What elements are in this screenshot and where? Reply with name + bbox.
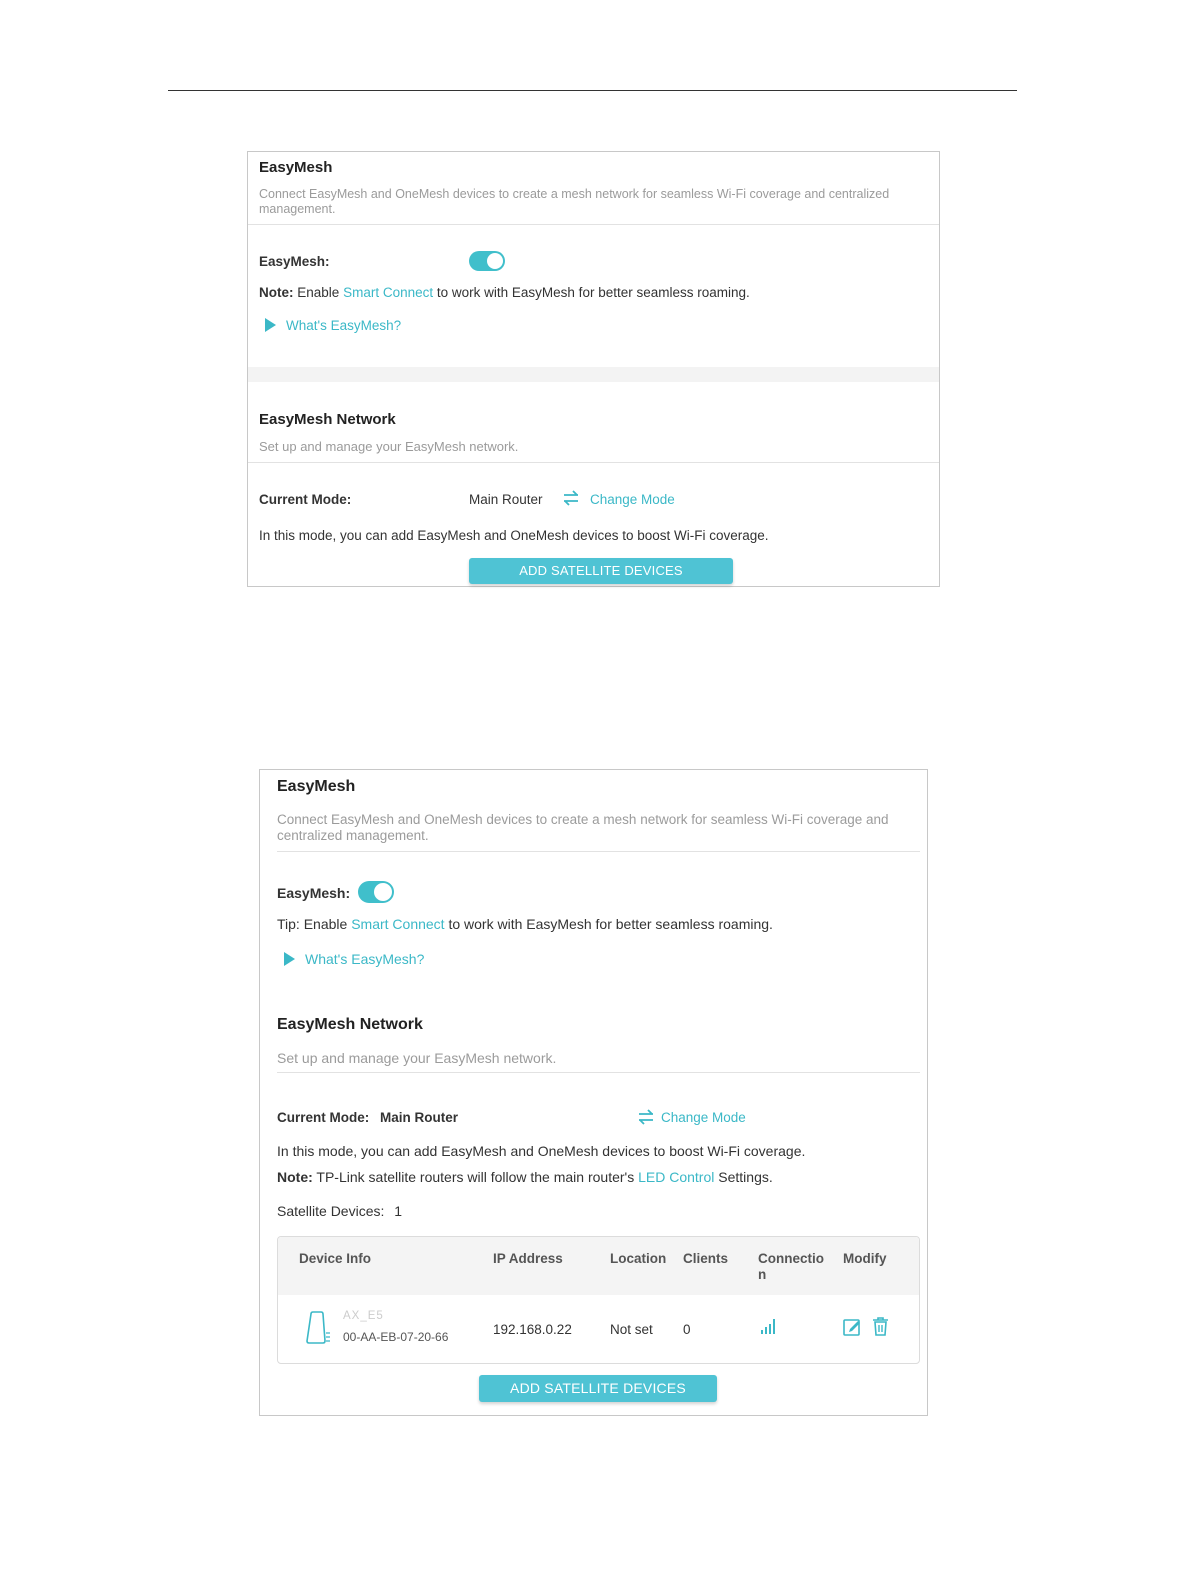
mode-info: In this mode, you can add EasyMesh and OneMesh devices to boost Wi-Fi coverage. — [277, 1143, 806, 1159]
th-connection: Connectio — [758, 1251, 824, 1266]
network-title: EasyMesh Network — [259, 411, 396, 428]
current-mode-value: Main Router — [469, 492, 543, 507]
note-post: to work with EasyMesh for better seamless roaming. — [436, 285, 750, 300]
table-row — [278, 1295, 919, 1363]
easymesh-panel-2 — [259, 769, 928, 1416]
th-modify: Modify — [843, 1251, 887, 1266]
network-description: Set up and manage your EasyMesh network. — [277, 1050, 557, 1066]
smart-connect-link[interactable]: Smart Connect — [351, 916, 445, 932]
led-control-link[interactable]: LED Control — [638, 1169, 715, 1185]
mode-info: In this mode, you can add EasyMesh and OneMesh devices to boost Wi-Fi coverage. — [259, 528, 769, 543]
toggle-knob — [374, 883, 392, 901]
panel-description: Connect EasyMesh and OneMesh devices to create a mesh network for seamless Wi-Fi coverage and centralized management. — [277, 812, 889, 843]
network-description: Set up and manage your EasyMesh network. — [259, 439, 519, 454]
note-line — [259, 285, 750, 300]
whats-easymesh-link[interactable]: What's EasyMesh? — [305, 951, 425, 967]
section-gap — [248, 367, 939, 382]
note-pre: Enable — [297, 285, 340, 300]
signal-bars-icon — [760, 1317, 778, 1335]
page-top-rule — [168, 90, 1017, 91]
edit-icon[interactable] — [842, 1317, 862, 1337]
play-triangle-icon — [284, 952, 295, 966]
note-label: Note: — [277, 1169, 313, 1185]
play-triangle-icon — [265, 318, 276, 332]
easymesh-label: EasyMesh: — [259, 254, 330, 269]
change-mode-link[interactable]: Change Mode — [661, 1110, 746, 1125]
note-label: Note: — [259, 285, 294, 300]
network-title: EasyMesh Network — [277, 1016, 423, 1033]
device-location: Not set — [610, 1322, 653, 1337]
device-mac: 00-AA-EB-07-20-66 — [343, 1330, 449, 1344]
current-mode-label: Current Mode: — [277, 1110, 370, 1125]
th-ip-address: IP Address — [493, 1251, 563, 1266]
panel-title: EasyMesh — [259, 159, 333, 176]
satellite-devices-count: 1 — [394, 1203, 403, 1219]
th-connection-wrap: n — [758, 1267, 767, 1282]
trash-icon[interactable] — [871, 1316, 890, 1337]
whats-easymesh-link[interactable]: What's EasyMesh? — [286, 318, 402, 333]
device-clients: 0 — [683, 1322, 691, 1337]
th-location: Location — [610, 1251, 667, 1266]
panel-description: Connect EasyMesh and OneMesh devices to create a mesh network for seamless Wi-Fi coverage and centralized management. — [259, 187, 890, 216]
divider — [277, 1072, 920, 1073]
swap-arrows-icon[interactable] — [637, 1109, 655, 1125]
device-name: AX_E5 — [343, 1310, 384, 1322]
change-mode-link[interactable]: Change Mode — [590, 492, 675, 507]
divider — [248, 224, 939, 225]
easymesh-label: EasyMesh: — [277, 885, 351, 901]
tip-pre: Tip: Enable — [277, 916, 348, 932]
satellite-devices-line — [277, 1203, 402, 1219]
satellite-devices-table — [277, 1236, 920, 1364]
device-ip: 192.168.0.22 — [493, 1322, 572, 1337]
current-mode-value: Main Router — [380, 1110, 459, 1125]
easymesh-toggle[interactable] — [358, 881, 394, 903]
add-satellite-devices-button[interactable]: ADD SATELLITE DEVICES — [479, 1375, 717, 1402]
satellite-devices-label: Satellite Devices: — [277, 1203, 385, 1219]
note-pre: TP-Link satellite routers will follow the main router's — [316, 1169, 635, 1185]
tip-post: to work with EasyMesh for better seamless roaming. — [448, 916, 773, 932]
table-header — [278, 1237, 919, 1295]
note-post: Settings. — [718, 1169, 773, 1185]
easymesh-toggle[interactable] — [469, 251, 505, 271]
th-clients: Clients — [683, 1251, 729, 1266]
smart-connect-link[interactable]: Smart Connect — [343, 285, 434, 300]
satellite-device-icon — [304, 1311, 332, 1345]
easymesh-panel-1 — [247, 151, 940, 587]
current-mode-label: Current Mode: — [259, 492, 352, 507]
led-note-line — [277, 1169, 773, 1185]
th-device-info: Device Info — [299, 1251, 372, 1266]
add-satellite-devices-button[interactable]: ADD SATELLITE DEVICES — [469, 558, 733, 584]
divider — [248, 462, 939, 463]
swap-arrows-icon[interactable] — [562, 490, 580, 506]
panel-title: EasyMesh — [277, 778, 356, 795]
divider — [277, 851, 920, 852]
tip-line — [277, 916, 773, 932]
toggle-knob — [487, 253, 503, 269]
